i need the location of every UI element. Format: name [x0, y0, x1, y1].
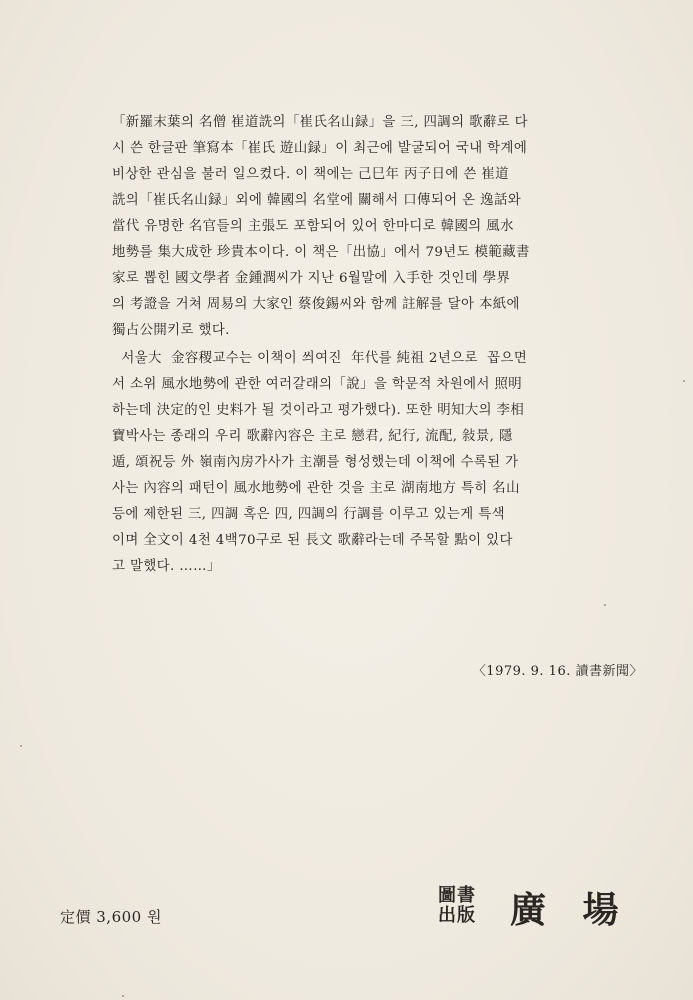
publisher-label-bottom: 出版 [438, 905, 476, 926]
paper-speck [683, 380, 685, 382]
text-line: 「新羅末葉의 名僧 崔道詵의「崔氏名山録」을 三, 四調의 歌辭로 다 [112, 115, 528, 130]
text-line: 사는 內容의 패턴이 風水地勢에 관한 것을 主로 湖南地方 특히 名山 [112, 481, 520, 496]
article-text [112, 110, 652, 580]
text-line: 獨占公開키로 했다. [112, 323, 230, 338]
publisher-imprint [438, 880, 658, 940]
text-line: 家로 뽑힌 國文學者 金鍾潤씨가 지난 6월말에 入手한 것인데 學界 [112, 271, 511, 286]
text-line: 의 考證을 거쳐 周易의 大家인 蔡俊錫씨와 함께 註解를 달아 本紙에 [112, 297, 520, 312]
text-line: 서 소위 風水地勢에 관한 여러갈래의「說」을 학문적 차원에서 照明 [112, 377, 523, 392]
text-line: 등에 제한된 三, 四調 혹은 四, 四調의 行調를 이루고 있는게 특색 [112, 507, 505, 522]
text-line: 하는데 決定的인 史料가 될 것이라고 평가했다). 또한 明知大의 李相 [112, 403, 525, 418]
price-label: 定價 3,600 원 [60, 908, 162, 926]
text-line: 시 쓴 한글판 筆寫本「崔氏 遊山録」이 최근에 발굴되어 국내 학계에 [112, 141, 528, 156]
text-line: 地勢를 集大成한 珍貴本이다. 이 책은「出協」에서 79년도 模範藏書 [112, 245, 530, 260]
text-line: 서울大 金容稷교수는 이책이 씌여진 年代를 純祖 2년으로 꼽으면 [112, 351, 528, 366]
publisher-label [438, 886, 490, 926]
text-line: 고 말했다. ……」 [112, 559, 221, 574]
text-line: 詵의「崔氏名山録」외에 韓國의 名堂에 關해서 口傳되어 온 逸話와 [112, 193, 522, 208]
text-line: 遁, 頌祝등 外 嶺南內房가사가 主潮를 형성했는데 이책에 수록된 가 [112, 455, 519, 470]
publisher-label-top: 圖書 [438, 885, 476, 906]
publisher-name: 廣 場 [510, 889, 631, 931]
text-line: 寶박사는 종래의 우리 歌辭內容은 主로 戀君, 紀行, 流配, 敍景, 隱 [112, 429, 513, 444]
text-line: 當代 유명한 名官들의 主張도 포함되어 있어 한마디로 韓國의 風水 [112, 219, 514, 234]
paragraph-1 [112, 110, 652, 344]
paper-speck [604, 604, 606, 606]
paragraph-2 [112, 346, 652, 580]
text-line: 이며 全文이 4천 4백70구로 된 長文 歌辭라는데 주목할 點이 있다 [112, 533, 513, 548]
source-citation: 〈1979. 9. 16. 讀書新聞〉 [472, 664, 643, 679]
paper-speck [122, 995, 124, 997]
text-line: 비상한 관심을 불러 일으켰다. 이 책에는 己巳年 丙子日에 쓴 崔道 [112, 167, 509, 182]
paper-speck [20, 745, 22, 747]
